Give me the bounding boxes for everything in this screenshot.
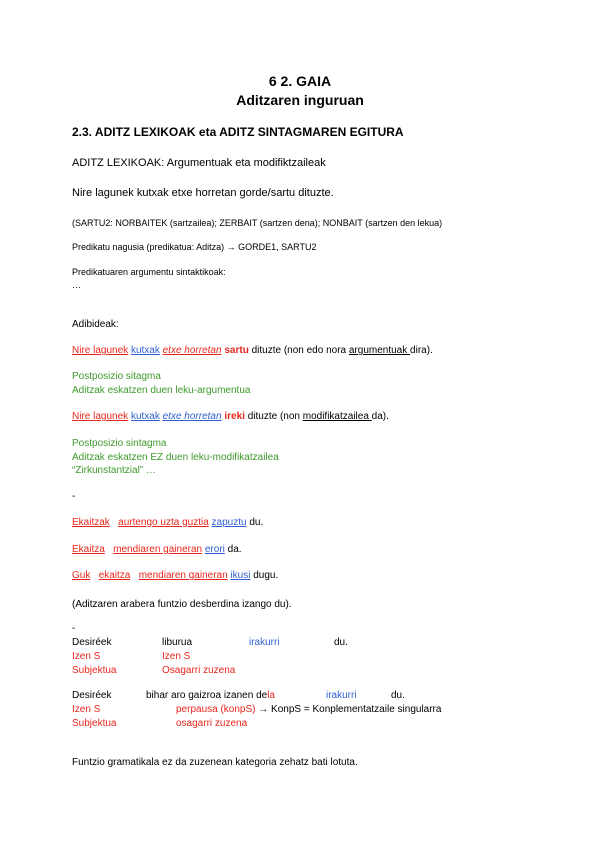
t1-r3-c2: Osagarri zuzena <box>162 665 236 676</box>
ex1-rest1: dituzte (non edo nora <box>248 345 349 356</box>
ex1-note-1: Postposizio sitagma <box>72 371 161 382</box>
t1-r1-c4: du. <box>334 637 348 648</box>
t2-r1-c2b: la <box>267 690 275 701</box>
ex3-verb: zapuztu <box>211 517 247 528</box>
dash-2: - <box>72 623 76 634</box>
ex3-rest: du. <box>246 517 264 528</box>
ex1-argumentuak: argumentuak <box>348 345 411 356</box>
argumentu-line: Predikatuaren argumentu sintaktikoak: <box>72 267 226 277</box>
ex5-subject: Guk <box>72 570 91 581</box>
funtzio-note: (Aditzaren arabera funtzio desberdina izango du). <box>72 599 292 610</box>
ex1-verb: sartu <box>224 345 249 356</box>
ex5-object: ekaitza <box>98 570 131 581</box>
adibideak-label: Adibideak: <box>72 319 119 330</box>
example-2 <box>72 410 389 423</box>
t1-r3-c1: Subjektua <box>72 665 117 676</box>
ex2-verb: ireki <box>224 411 245 422</box>
final-line: Funtzio gramatikala ez da zuzenean kategoria zehatz bati lotuta. <box>72 757 358 768</box>
chapter-number: 6 2. GAIA <box>268 73 332 89</box>
ex3-subject: Ekaitzak <box>72 517 110 528</box>
t2-r2-c2-perpausa: perpausa (konpS) <box>176 704 256 715</box>
predikatu-line: Predikatu nagusia (predikatua: Aditza) → GORDE1, SARTU2 <box>72 242 317 252</box>
ex2-rest2: da). <box>371 411 389 422</box>
ex1-object: kutxak <box>130 345 160 356</box>
ex5-verb: ikusi <box>230 570 251 581</box>
t2-r2-c1: Izen S <box>72 704 101 715</box>
ex4-location: mendiaren gaineran <box>113 544 203 555</box>
t2-r3-c1: Subjektua <box>72 718 117 729</box>
t2-r2-c3: → KonpS = Konplementatzaile singularra <box>255 704 442 715</box>
ex2-modifikatzailea: modifikatzailea <box>302 411 372 422</box>
t1-r1-c3: irakurri <box>249 637 280 648</box>
t2-r2-c2 <box>176 703 441 716</box>
ex1-note-2: Aditzak eskatzen duen leku-argumentua <box>72 385 251 396</box>
ex1-location: etxe horretan <box>162 345 222 356</box>
t2-r1-c2 <box>146 689 275 702</box>
ex2-note-1: Postposizio sintagma <box>72 438 167 449</box>
t1-r1-c2: liburua <box>162 637 193 648</box>
example-4 <box>72 543 242 556</box>
t2-r1-c2a: bihar aro gaizroa izanen de <box>146 690 268 701</box>
ex2-note-2: Aditzak eskatzen EZ duen leku-modifikatzailea <box>72 452 279 463</box>
example-sentence: Nire lagunek kutxak etxe horretan gorde/sartu dituzte. <box>72 187 334 199</box>
section-heading: 2.3. ADITZ LEXIKOAK eta ADITZ SINTAGMAREN EGITURA <box>72 125 404 139</box>
example-3 <box>72 516 263 529</box>
ex1-rest2: dira). <box>410 345 433 356</box>
example-1 <box>72 344 433 357</box>
ex2-rest1: dituzte (non <box>244 411 303 422</box>
dash-1: - <box>72 491 76 502</box>
ex5-location: mendiaren gaineran <box>138 570 228 581</box>
ex2-subject: Nire lagunek <box>72 411 129 422</box>
t1-r1-c1: Desiréek <box>72 637 112 648</box>
ex3-object: aurtengo uzta guztia <box>118 517 209 528</box>
t1-r2-c1: Izen S <box>72 651 101 662</box>
ex2-object: kutxak <box>130 411 160 422</box>
t2-r1-c1: Desiréek <box>72 690 112 701</box>
ex1-subject: Nire lagunek <box>72 345 129 356</box>
ellipsis: … <box>72 280 81 290</box>
chapter-title: Aditzaren inguruan <box>236 92 364 108</box>
ex2-note-3: “Zirkunstantzial” … <box>72 465 156 476</box>
ex5-rest: dugu. <box>250 570 279 581</box>
ex4-subject: Ekaitza <box>72 544 105 555</box>
t2-r1-c4: du. <box>391 690 405 701</box>
example-5 <box>72 569 278 582</box>
t2-r1-c3: irakurri <box>326 690 357 701</box>
ex4-rest: da. <box>224 544 242 555</box>
ex4-verb: erori <box>204 544 225 555</box>
subtitle: ADITZ LEXIKOAK: Argumentuak eta modifiktzaileak <box>72 157 326 169</box>
sartu2-definition: (SARTU2: NORBAITEK (sartzailea); ZERBAIT (sartzen dena); NONBAIT (sartzen den lekua) <box>72 218 443 228</box>
t2-r3-c2: osagarri zuzena <box>176 718 248 729</box>
ex2-location: etxe horretan <box>162 411 222 422</box>
t1-r2-c2: Izen S <box>162 651 191 662</box>
